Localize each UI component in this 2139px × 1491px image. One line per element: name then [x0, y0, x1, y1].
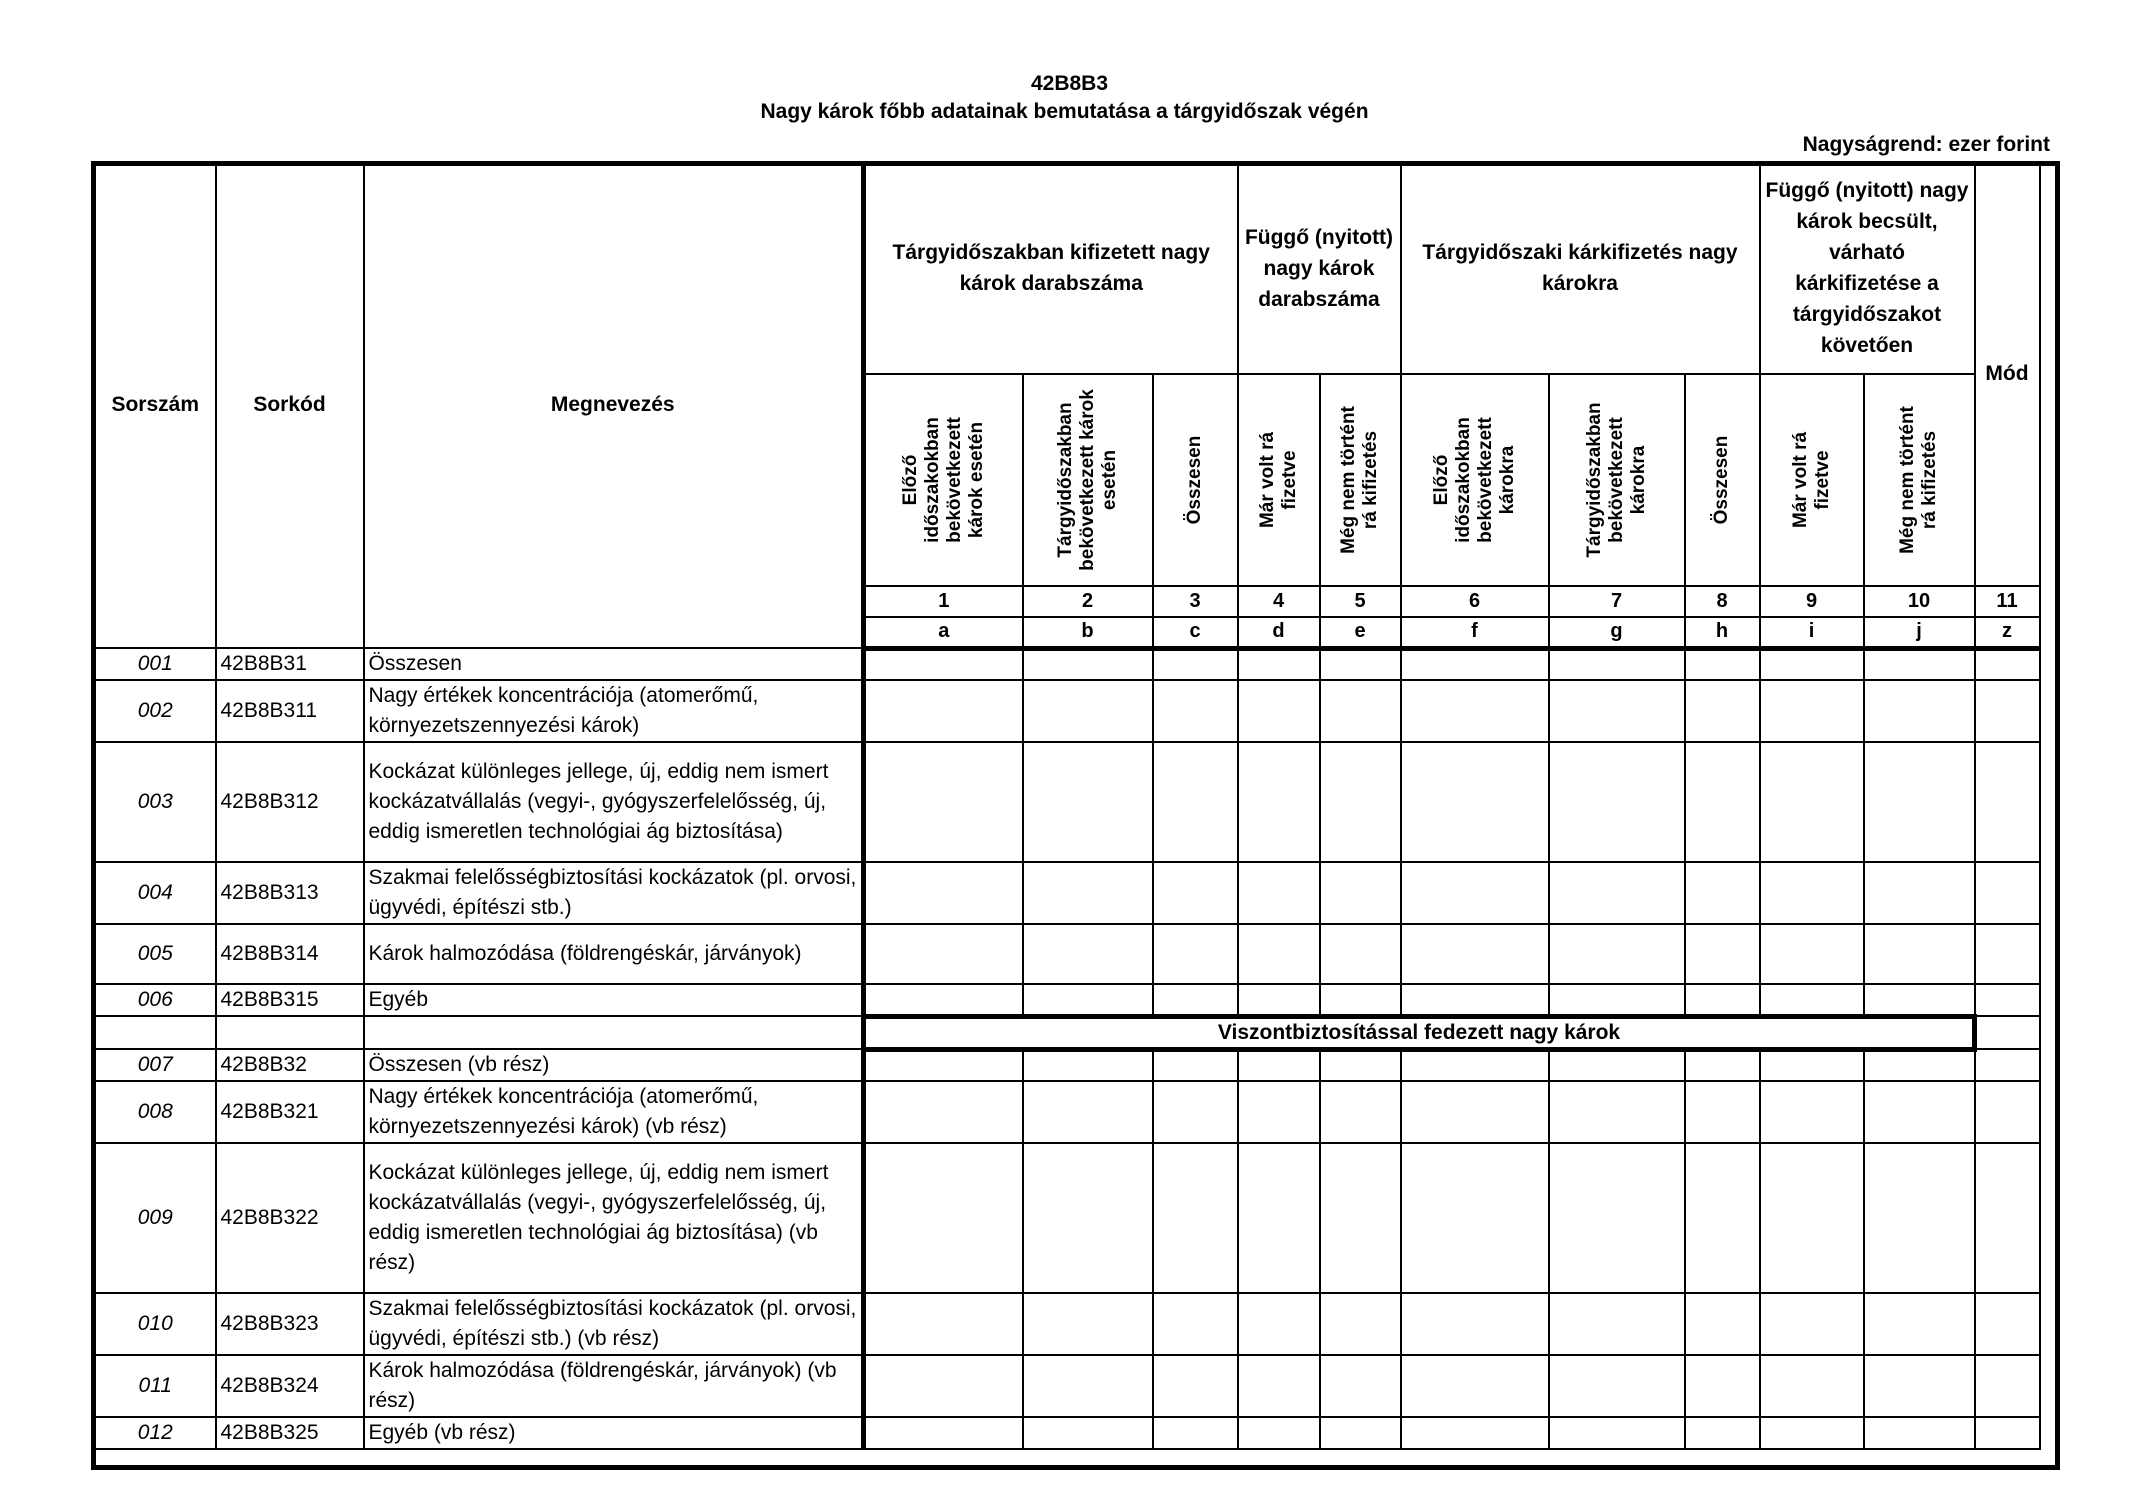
row-name: Nagy értékek koncentrációja (atomerőmű, környezetszennyezési károk) (vb rész)	[364, 1081, 864, 1143]
col-number: 4	[1238, 586, 1320, 617]
row-name: Kockázat különleges jellege, új, eddig nem ismert kockázatvállalás (vegyi-, gyógyszerfelelősség, új, eddig ismeretlen technológiai ág biztosítása)	[364, 742, 864, 862]
row-sorkod: 42B8B325	[216, 1417, 364, 1449]
title-block	[0, 70, 2139, 126]
col-letter: j	[1864, 617, 1975, 648]
col-number: 2	[1023, 586, 1153, 617]
row-sorszam: 007	[94, 1049, 216, 1081]
col-letter: b	[1023, 617, 1153, 648]
open-claims-count-group: Függő (nyitott) nagy károk darabszáma	[1238, 162, 1401, 374]
sub-header-3: Összesen	[1153, 374, 1238, 586]
row-sorszam: 008	[94, 1081, 216, 1143]
row-sorkod: 42B8B312	[216, 742, 364, 862]
col-number: 6	[1401, 586, 1549, 617]
col-number: 9	[1760, 586, 1864, 617]
sub-header-4: Már volt rá fizetve	[1238, 374, 1320, 586]
col-number: 5	[1320, 586, 1401, 617]
unit-note: Nagyságrend: ezer forint	[1802, 133, 2050, 156]
row-name: Szakmai felelősségbiztosítási kockázatok (pl. orvosi, ügyvédi, építészi stb.) (vb rész)	[364, 1293, 864, 1355]
row-name: Összesen	[364, 648, 864, 680]
sub-header-6: Előző időszakokban bekövetkezett károkra	[1401, 374, 1549, 586]
row-sorszam: 009	[94, 1143, 216, 1293]
row-sorkod: 42B8B324	[216, 1355, 364, 1417]
col-letter: h	[1685, 617, 1760, 648]
megnevezes-header: Megnevezés	[364, 162, 864, 648]
row-sorszam: 011	[94, 1355, 216, 1417]
reinsurance-section-label: Viszontbiztosítással fedezett nagy károk	[864, 1016, 1975, 1049]
row-sorszam: 006	[94, 984, 216, 1016]
row-sorkod: 42B8B322	[216, 1143, 364, 1293]
col-letter: f	[1401, 617, 1549, 648]
col-number: 1	[864, 586, 1023, 617]
row-sorkod: 42B8B323	[216, 1293, 364, 1355]
col-letter: i	[1760, 617, 1864, 648]
col-letter: e	[1320, 617, 1401, 648]
sub-header-9: Már volt rá fizetve	[1760, 374, 1864, 586]
sub-header-7: Tárgyidőszakban bekövetkezett károkra	[1549, 374, 1685, 586]
row-sorszam: 010	[94, 1293, 216, 1355]
sub-header-5: Még nem történt rá kifizetés	[1320, 374, 1401, 586]
row-sorkod: 42B8B32	[216, 1049, 364, 1081]
paid-claims-count-group: Tárgyidőszakban kifizetett nagy károk darabszáma	[864, 162, 1238, 374]
row-sorkod: 42B8B321	[216, 1081, 364, 1143]
col-letter: d	[1238, 617, 1320, 648]
col-number: 11	[1975, 586, 2040, 617]
col-number: 10	[1864, 586, 1975, 617]
row-name: Károk halmozódása (földrengéskár, járványok)	[364, 924, 864, 984]
form-code: 42B8B3	[1030, 72, 1109, 95]
row-sorszam: 003	[94, 742, 216, 862]
sub-header-10: Még nem történt rá kifizetés	[1864, 374, 1975, 586]
row-name: Szakmai felelősségbiztosítási kockázatok (pl. orvosi, ügyvédi, építészi stb.)	[364, 862, 864, 924]
row-name: Nagy értékek koncentrációja (atomerőmű, környezetszennyezési károk)	[364, 680, 864, 742]
row-sorszam: 012	[94, 1417, 216, 1449]
col-number: 3	[1153, 586, 1238, 617]
row-sorkod: 42B8B313	[216, 862, 364, 924]
page-title: Nagy károk főbb adatainak bemutatása a tárgyidőszak végén	[760, 100, 1369, 123]
sorkod-header: Sorkód	[216, 162, 364, 648]
row-sorkod: 42B8B311	[216, 680, 364, 742]
expected-payment-group: Függő (nyitott) nagy károk becsült, várható kárkifizetése a tárgyidőszakot követően	[1760, 162, 1975, 374]
row-sorszam: 001	[94, 648, 216, 680]
table-outer-frame	[91, 161, 2060, 1470]
row-sorszam: 005	[94, 924, 216, 984]
row-name: Kockázat különleges jellege, új, eddig nem ismert kockázatvállalás (vegyi-, gyógyszerfelelősség, új, eddig ismeretlen technológiai ág biztosítása) (vb rész)	[364, 1143, 864, 1293]
sub-header-1: Előző időszakokban bekövetkezett károk esetén	[864, 374, 1023, 586]
col-letter: a	[864, 617, 1023, 648]
row-sorkod: 42B8B314	[216, 924, 364, 984]
row-name: Egyéb (vb rész)	[364, 1417, 864, 1449]
claims-payment-group: Tárgyidőszaki kárkifizetés nagy károkra	[1401, 162, 1760, 374]
row-sorkod: 42B8B31	[216, 648, 364, 680]
col-letter: z	[1975, 617, 2040, 648]
row-name: Károk halmozódása (földrengéskár, járványok) (vb rész)	[364, 1355, 864, 1417]
sorszam-header: Sorszám	[94, 162, 216, 648]
col-number: 8	[1685, 586, 1760, 617]
row-name: Összesen (vb rész)	[364, 1049, 864, 1081]
sub-header-8: Összesen	[1685, 374, 1760, 586]
sub-header-2: Tárgyidőszakban bekövetkezett károk esetén	[1023, 374, 1153, 586]
row-sorszam: 004	[94, 862, 216, 924]
row-sorszam: 002	[94, 680, 216, 742]
row-sorkod: 42B8B315	[216, 984, 364, 1016]
col-number: 7	[1549, 586, 1685, 617]
row-name: Egyéb	[364, 984, 864, 1016]
col-letter: c	[1153, 617, 1238, 648]
col-letter: g	[1549, 617, 1685, 648]
mod-header: Mód	[1975, 162, 2040, 586]
